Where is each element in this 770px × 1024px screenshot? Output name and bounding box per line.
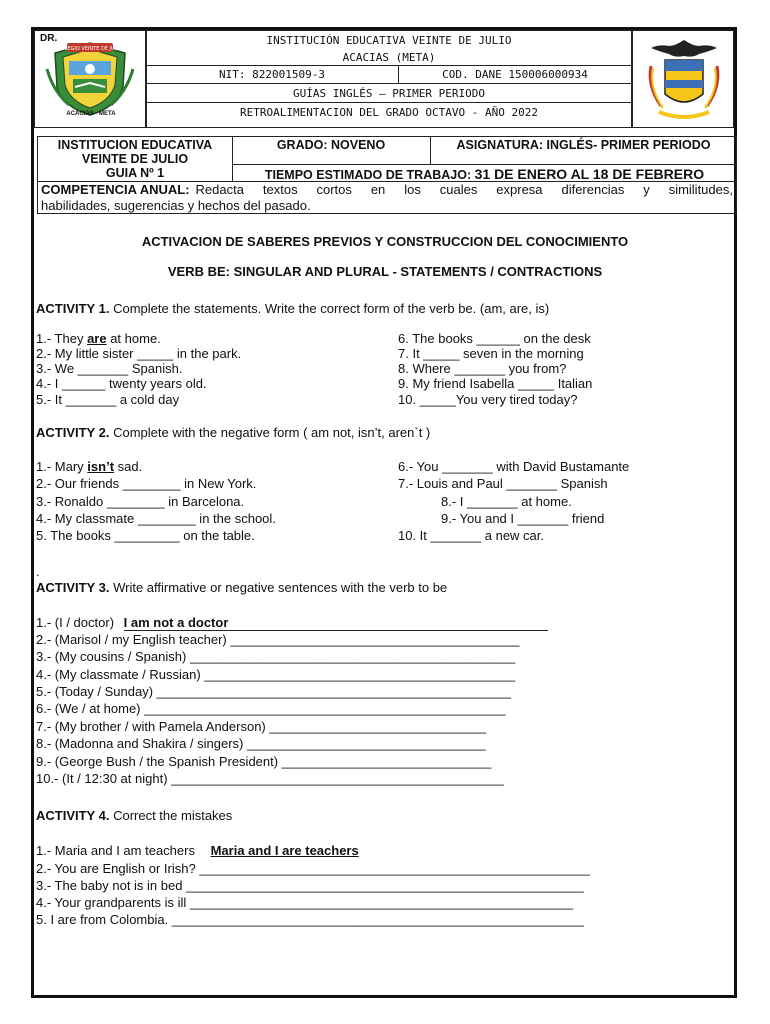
- logo-caption: ACACIAS - META: [66, 111, 116, 117]
- activity1-item-2: 2.- My little sister _____ in the park.: [36, 346, 242, 361]
- nit-number: NIT: 822001509-3: [219, 68, 325, 81]
- institution-location: ACACIAS (META): [342, 51, 436, 64]
- activity2-item-5: 5. The books _________ on the table.: [36, 528, 255, 543]
- institution-name: INSTITUCIÓN EDUCATIVA VEINTE DE JULIO: [266, 34, 512, 47]
- activity4-item-2: 2.- You are English or Irish? ______________________________________________________: [36, 861, 590, 876]
- review-title: RETROALIMENTACION DEL GRADO OCTAVO - AÑO 2022: [239, 106, 538, 119]
- activity1-item-9: 9. My friend Isabella _____ Italian: [398, 376, 593, 391]
- activity4-item-3: 3.- The baby not is in bed _______________________________________________________: [36, 878, 584, 893]
- activity4-instruction: Correct the mistakes: [113, 808, 233, 823]
- logo-banner: COLEGIO VEINTE DE JULIO: [57, 46, 123, 52]
- activity4-item-4: 4.- Your grandparents is ill _____________________________________________________: [36, 895, 574, 910]
- activity2-item-8: 8.- I _______ at home.: [441, 494, 572, 509]
- activity4-label: ACTIVITY 4.: [36, 808, 110, 823]
- activity3-item-10: 10.- (It / 12:30 at night) ______________________________________________: [36, 771, 504, 786]
- activity3-item-8: 8.- (Madonna and Shakira / singers) _________________________________: [36, 736, 486, 751]
- activity3-item-7: 7.- (My brother / with Pamela Anderson) ______________________________: [36, 719, 487, 734]
- activity2-answer-example: isn’t: [87, 459, 115, 474]
- activity1-instruction: Complete the statements. Write the correct form of the verb be. (am, are, is): [113, 301, 550, 316]
- national-coat-of-arms-cell: [632, 30, 734, 128]
- competence-label: COMPETENCIA ANUAL:: [41, 182, 190, 197]
- stray-dot: .: [36, 564, 40, 579]
- activity2-item-10: 10. It _______ a new car.: [398, 528, 544, 543]
- activity1-label: ACTIVITY 1.: [36, 301, 110, 316]
- info-guide-number: GUIA Nº 1: [105, 166, 165, 180]
- activity2-title: [36, 425, 430, 441]
- activity3-item-9: 9.- (George Bush / the Spanish President) _____________________________: [36, 754, 492, 769]
- competence-block: [41, 182, 733, 214]
- activity2-item-1: 1.- Mary isn’t sad.: [36, 459, 143, 474]
- activity1-item-1: 1.- They are at home.: [36, 331, 161, 346]
- time-label: TIEMPO ESTIMADO DE TRABAJO:: [264, 168, 472, 182]
- guide-title: GUÍAS INGLÉS – PRIMER PERIODO: [292, 87, 486, 100]
- activity2-instruction: Complete with the negative form ( am not, isn’t, aren`t ): [113, 425, 431, 440]
- school-logo-cell: [34, 30, 146, 128]
- dr-tag: DR.: [40, 33, 58, 44]
- activity1-item-5: 5.- It _______ a cold day: [36, 392, 180, 407]
- info-institution: INSTITUCION EDUCATIVA VEINTE DE JULIO: [57, 138, 213, 166]
- dane-code: COD. DANE 150006000934: [442, 68, 588, 81]
- activity2-item-7: 7.- Louis and Paul _______ Spanish: [398, 476, 608, 491]
- coat-of-arms-logo: [639, 36, 729, 124]
- activity1-item-6: 6. The books ______ on the desk: [398, 331, 591, 346]
- activity3-label: ACTIVITY 3.: [36, 580, 110, 595]
- activity2-item-9: 9.- You and I _______ friend: [441, 511, 605, 526]
- activity3-item-2: 2.- (Marisol / my English teacher) ________________________________________: [36, 632, 520, 647]
- activity3-item-1: 1.- (I / doctor) I am not a doctor: [36, 615, 548, 631]
- activity4-title: [36, 808, 232, 824]
- activity3-instruction: Write affirmative or negative sentences with the verb to be: [113, 580, 448, 595]
- activity2-item-6: 6.- You _______ with David Bustamante: [398, 459, 630, 474]
- activity2-label: ACTIVITY 2.: [36, 425, 110, 440]
- school-shield-logo: [45, 39, 135, 119]
- activity3-answer-example: I am not a doctor: [124, 616, 548, 631]
- time-value: 31 DE ENERO AL 18 DE FEBRERO: [474, 166, 705, 182]
- activity1-title: [36, 301, 549, 317]
- info-time-estimate: [232, 166, 737, 182]
- activity1-item-8: 8. Where _______ you from?: [398, 361, 567, 376]
- activity3-item-5: 5.- (Today / Sunday) _________________________________________________: [36, 684, 511, 699]
- activity4-item-1: 1.- Maria and I am teachers Maria and I are teachers: [36, 843, 359, 858]
- activity1-item-7: 7. It _____ seven in the morning: [398, 346, 584, 361]
- header-block: [34, 30, 734, 128]
- activity2-item-4: 4.- My classmate ________ in the school.: [36, 511, 276, 526]
- activity1-item-3: 3.- We _______ Spanish.: [36, 361, 183, 376]
- info-subject: ASIGNATURA: INGLÉS- PRIMER PERIODO: [456, 138, 711, 152]
- activity3-item-3: 3.- (My cousins / Spanish) _____________________________________________: [36, 649, 516, 664]
- activity1-answer-example: are: [87, 331, 107, 346]
- activity4-item-5: 5. I are from Colombia. _________________________________________________________: [36, 912, 584, 927]
- topic-heading: VERB BE: SINGULAR AND PLURAL - STATEMENTS / CONTRACTIONS: [167, 264, 603, 279]
- activity4-answer-example: Maria and I are teachers: [210, 843, 359, 858]
- activity3-title: [36, 580, 447, 596]
- activity1-item-10: 10. _____You very tired today?: [398, 392, 578, 407]
- info-grade: GRADO: NOVENO: [276, 138, 386, 152]
- activity3-item-4: 4.- (My classmate / Russian) ___________________________________________: [36, 667, 516, 682]
- activity2-item-3: 3.- Ronaldo ________ in Barcelona.: [36, 494, 245, 509]
- activation-heading: ACTIVACION DE SABERES PREVIOS Y CONSTRUCCION DEL CONOCIMIENTO: [141, 234, 629, 249]
- competence-text-2: habilidades, sugerencias y hechos del pasado.: [41, 198, 311, 213]
- activity3-item-6: 6.- (We / at home) __________________________________________________: [36, 701, 506, 716]
- activity2-item-2: 2.- Our friends ________ in New York.: [36, 476, 257, 491]
- competence-text-1: Redacta textos cortos en los cuales expresa diferencias y similitudes,: [195, 182, 733, 197]
- activity1-item-4: 4.- I ______ twenty years old.: [36, 376, 207, 391]
